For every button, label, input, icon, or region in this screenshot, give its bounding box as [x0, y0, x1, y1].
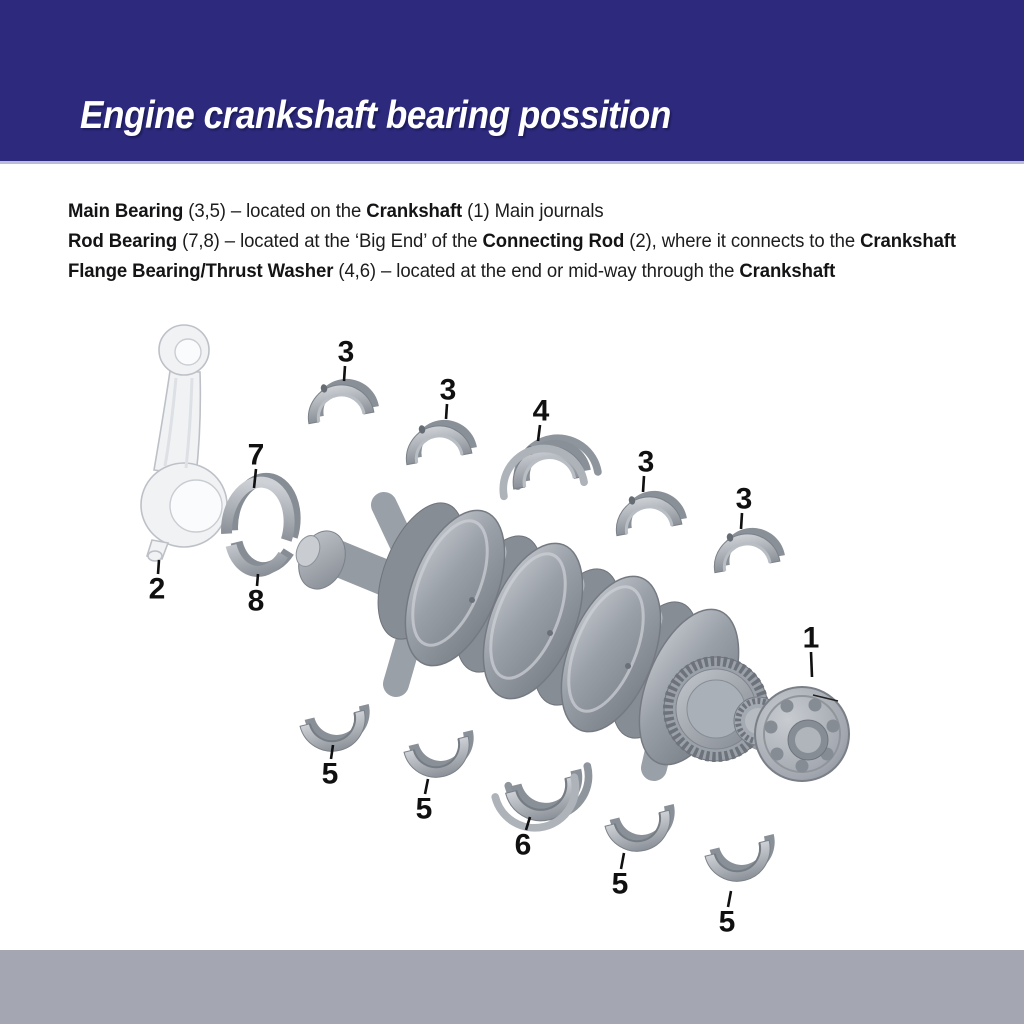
crankshaft-flange [755, 687, 849, 781]
rod-bearing-shell-pair [221, 474, 300, 576]
note-line-rod-bearing [68, 226, 956, 256]
note-segment: Flange Bearing/Thrust Washer [68, 260, 334, 282]
main-bearing-upper-shell-3 [610, 486, 688, 536]
bearing-notes [68, 196, 956, 286]
note-segment: Crankshaft [366, 200, 463, 222]
callout-7: 7 [247, 438, 265, 472]
connecting-rod [141, 325, 227, 561]
header-band [0, 0, 1024, 164]
callout-3: 3 [637, 445, 655, 479]
callout-5: 5 [718, 905, 736, 939]
note-segment: (7,8) – located at the ‘Big End’ of the [177, 230, 483, 252]
callout-8: 8 [247, 584, 265, 618]
note-segment: (2), where it connects to the [624, 230, 861, 252]
note-segment: Rod Bearing [68, 230, 178, 252]
main-bearing-upper-shell-1 [302, 374, 380, 424]
callout-6: 6 [514, 828, 532, 862]
leader-line [811, 652, 812, 677]
callout-3: 3 [337, 335, 355, 369]
callout-5: 5 [415, 792, 433, 826]
main-bearing-lower-shell-3 [604, 804, 683, 858]
rod-bearing-upper-shell [225, 474, 300, 543]
note-segment: (4,6) – located at the end or mid-way through the [333, 260, 740, 282]
note-segment: (1) Main journals [462, 200, 604, 222]
main-bearing-upper-shell-2 [400, 415, 478, 465]
footer-band [0, 950, 1024, 1024]
callout-1: 1 [802, 621, 820, 655]
note-segment: Connecting Rod [482, 230, 625, 252]
main-bearing-lower-shell-4 [704, 834, 783, 888]
note-segment: (3,5) – located on the [183, 200, 367, 222]
callout-2: 2 [148, 572, 166, 606]
callout-4: 4 [532, 394, 550, 428]
flange-bearing-upper-shell [495, 432, 599, 496]
note-segment: Crankshaft [739, 260, 836, 282]
thrust-washer-lower-shell [493, 766, 599, 836]
rod-bearing-lower-shell [228, 541, 289, 575]
note-line-flange-bearing [68, 256, 956, 286]
callout-3: 3 [735, 482, 753, 516]
note-segment: Main Bearing [68, 200, 184, 222]
main-bearing-lower-shell-2 [403, 730, 482, 784]
crankshaft-exploded-diagram [0, 300, 1024, 960]
callout-5: 5 [611, 867, 629, 901]
main-bearing-lower-shell-1 [299, 704, 378, 758]
callout-3: 3 [439, 373, 457, 407]
note-segment: Crankshaft [860, 230, 956, 252]
note-line-main-bearing [68, 196, 956, 226]
callout-5: 5 [321, 757, 339, 791]
page-title: Engine crankshaft bearing possition [80, 94, 671, 137]
main-bearing-upper-shell-4 [708, 523, 786, 573]
